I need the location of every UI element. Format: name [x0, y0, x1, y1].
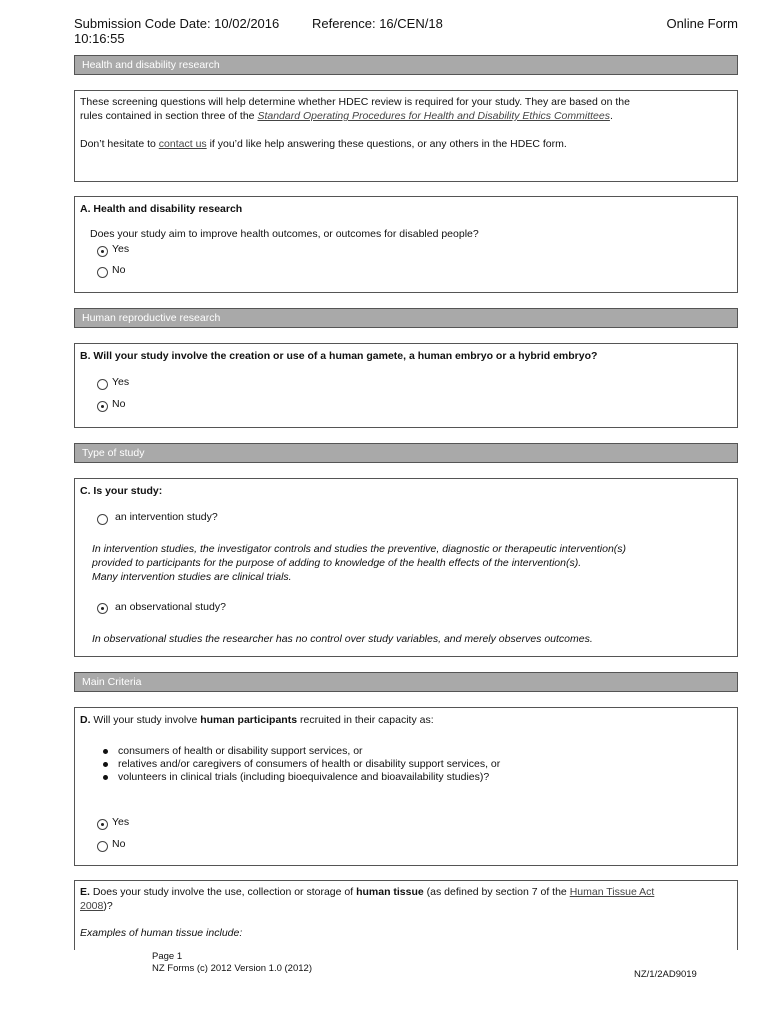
- question-a-text: Does your study aim to improve health outcomes, or outcomes for disabled people?: [90, 228, 479, 240]
- question-a-yes-label: Yes: [112, 243, 130, 255]
- copyright: NZ Forms (c) 2012 Version 1.0 (2012): [152, 963, 312, 974]
- section-reproductive: Human reproductive research: [74, 308, 738, 328]
- question-b-yes-label: Yes: [112, 376, 130, 388]
- question-a-no-label: No: [112, 264, 126, 276]
- bullet-item: relatives and/or caregivers of consumers of health or disability support services, or: [118, 758, 501, 770]
- intervention-radio[interactable]: [97, 514, 108, 525]
- intro-line-2-text: rules contained in section three of the: [80, 110, 258, 122]
- question-b-yes-radio[interactable]: [97, 379, 108, 390]
- human-tissue-act-year-link[interactable]: 2008: [80, 900, 104, 912]
- page-number: Page 1: [152, 951, 183, 962]
- question-e-middle: (as defined by section 7 of the: [423, 886, 570, 898]
- intervention-desc-2: provided to participants for the purpose of adding to knowledge of the health effects of the intervention(s).: [92, 557, 582, 569]
- question-a-title: A. Health and disability research: [80, 203, 243, 215]
- section-health-disability: Health and disability research: [74, 55, 738, 75]
- contact-suffix: if you’d like help answering these questions, or any others in the HDEC form.: [206, 138, 567, 150]
- question-e-bold: human tissue: [356, 886, 424, 898]
- reference: Reference: 16/CEN/18: [312, 16, 443, 31]
- contact-prefix: Don’t hesitate to: [80, 138, 159, 150]
- question-e-suffix: )?: [103, 900, 113, 912]
- submission-code: Submission Code Date: 10/02/2016: [74, 16, 280, 31]
- contact-us-link[interactable]: contact us: [158, 138, 207, 150]
- question-e-label: E.: [80, 886, 90, 898]
- question-c-title: C. Is your study:: [80, 485, 163, 497]
- observational-label: an observational study?: [115, 601, 226, 613]
- question-d-yes-radio[interactable]: [97, 819, 108, 830]
- question-d-bold: human participants: [200, 714, 298, 726]
- intro-line-1: These screening questions will help determine whether HDEC review is required for your study. They are based on the: [80, 96, 630, 108]
- question-d-no-radio[interactable]: [97, 841, 108, 852]
- question-b-no-label: No: [112, 398, 126, 410]
- human-tissue-act-link[interactable]: Human Tissue Act: [569, 886, 655, 898]
- question-d-title: [80, 713, 434, 727]
- question-d-suffix: recruited in their capacity as:: [297, 714, 434, 726]
- question-e-line-1: [80, 885, 654, 899]
- question-a-no-radio[interactable]: [97, 267, 108, 278]
- question-d-box: [74, 707, 738, 866]
- question-e-prefix: Does your study involve the use, collection or storage of: [89, 886, 357, 898]
- question-d-prefix: Will your study involve: [90, 714, 201, 726]
- bullet-item: volunteers in clinical trials (including bioequivalence and bioavailability studies)?: [118, 771, 490, 783]
- question-d-label: D.: [80, 714, 91, 726]
- question-e-line-2: [80, 899, 113, 913]
- question-b-title: B. Will your study involve the creation or use of a human gamete, a human embryo or a hybrid embryo?: [80, 350, 598, 362]
- question-b-no-radio[interactable]: [97, 401, 108, 412]
- question-e-box: [74, 880, 738, 950]
- question-c-box: [74, 478, 738, 657]
- intervention-label: an intervention study?: [115, 511, 218, 523]
- bullet-dot: [103, 762, 108, 767]
- sop-link[interactable]: Standard Operating Procedures for Health and Disability Ethics Committees: [257, 110, 610, 122]
- bullet-item: consumers of health or disability support services, or: [118, 745, 363, 757]
- bullet-dot: [103, 749, 108, 754]
- intervention-desc-1: In intervention studies, the investigator controls and studies the preventive, diagnostic or therapeutic intervention(s): [92, 543, 627, 555]
- question-a-yes-radio[interactable]: [97, 246, 108, 257]
- submission-time: 10:16:55: [74, 31, 125, 46]
- question-b-box: [74, 343, 738, 428]
- bullet-dot: [103, 775, 108, 780]
- contact-line: [80, 137, 567, 151]
- form-type: Online Form: [666, 16, 738, 31]
- question-e-examples: Examples of human tissue include:: [80, 927, 243, 939]
- intervention-desc-3: Many intervention studies are clinical trials.: [92, 571, 292, 583]
- intro-line-2-end: .: [609, 110, 613, 122]
- observational-radio[interactable]: [97, 603, 108, 614]
- question-d-no-label: No: [112, 838, 126, 850]
- question-a-box: [74, 196, 738, 293]
- intro-box: [74, 90, 738, 182]
- section-main-criteria: Main Criteria: [74, 672, 738, 692]
- intro-line-2: [80, 109, 613, 123]
- section-study-type: Type of study: [74, 443, 738, 463]
- form-code: NZ/1/2AD9019: [634, 969, 697, 980]
- question-d-yes-label: Yes: [112, 816, 130, 828]
- observational-desc: In observational studies the researcher has no control over study variables, and merely observes outcomes.: [92, 633, 593, 645]
